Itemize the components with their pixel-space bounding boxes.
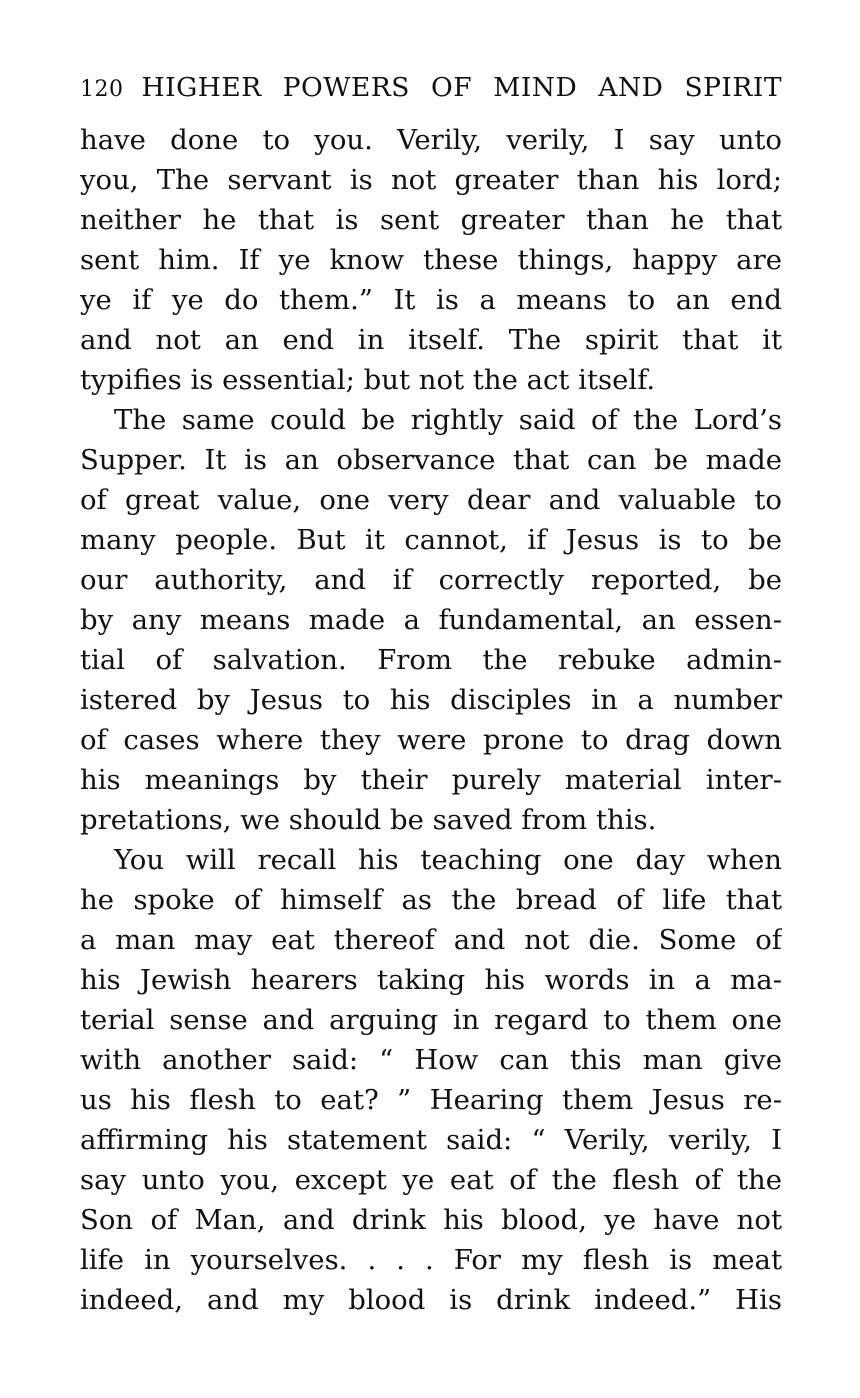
paragraph-first-line: The same could be rightly said of the Lord’s <box>114 404 782 436</box>
text-line: you, The servant is not greater than his lord; <box>80 164 782 196</box>
paragraph-first-line: You will recall his teaching one day when <box>114 844 782 876</box>
running-head <box>80 72 782 112</box>
book-page <box>80 72 782 1320</box>
text-line: affirming his statement said: “ Verily, verily, I <box>80 1124 782 1156</box>
text-line: by any means made a fundamental, an essen- <box>80 604 782 636</box>
text-line: and not an end in itself. The spirit that it <box>80 324 782 356</box>
text-line: neither he that is sent greater than he that <box>80 204 782 236</box>
text-line: he spoke of himself as the bread of life that <box>80 884 782 916</box>
text-line: sent him. If ye know these things, happy are <box>80 244 782 276</box>
text-line: a man may eat thereof and not die. Some of <box>80 924 782 956</box>
text-line: with another said: “ How can this man give <box>80 1044 782 1076</box>
text-line: of great value, one very dear and valuable to <box>80 484 782 516</box>
running-title: HIGHER POWERS OF MIND AND SPIRIT <box>141 72 782 103</box>
text-line: tial of salvation. From the rebuke admin- <box>80 644 782 676</box>
text-line: have done to you. Verily, verily, I say unto <box>80 124 782 156</box>
text-line: terial sense and arguing in regard to them one <box>80 1004 782 1036</box>
text-line: his meanings by their purely material inter- <box>80 764 782 796</box>
text-line: say unto you, except ye eat of the flesh of the <box>80 1164 782 1196</box>
text-line: his Jewish hearers taking his words in a ma- <box>80 964 782 996</box>
text-line: us his flesh to eat? ” Hearing them Jesus re- <box>80 1084 782 1116</box>
page-number: 120 <box>80 77 124 102</box>
body-text <box>80 120 782 1320</box>
text-line: pretations, we should be saved from this. <box>80 804 657 836</box>
text-line: typifies is essential; but not the act itself. <box>80 364 656 396</box>
text-line: Supper. It is an observance that can be made <box>80 444 782 476</box>
text-line: life in yourselves. . . . For my flesh is meat <box>80 1244 782 1276</box>
text-line: many people. But it cannot, if Jesus is to be <box>80 524 782 556</box>
text-line: istered by Jesus to his disciples in a number <box>80 684 782 716</box>
text-line: our authority, and if correctly reported, be <box>80 564 782 596</box>
text-line: indeed, and my blood is drink indeed.” His <box>80 1284 782 1316</box>
text-line: of cases where they were prone to drag down <box>80 724 782 756</box>
text-line: ye if ye do them.” It is a means to an end <box>80 284 782 316</box>
text-line: Son of Man, and drink his blood, ye have not <box>80 1204 782 1236</box>
